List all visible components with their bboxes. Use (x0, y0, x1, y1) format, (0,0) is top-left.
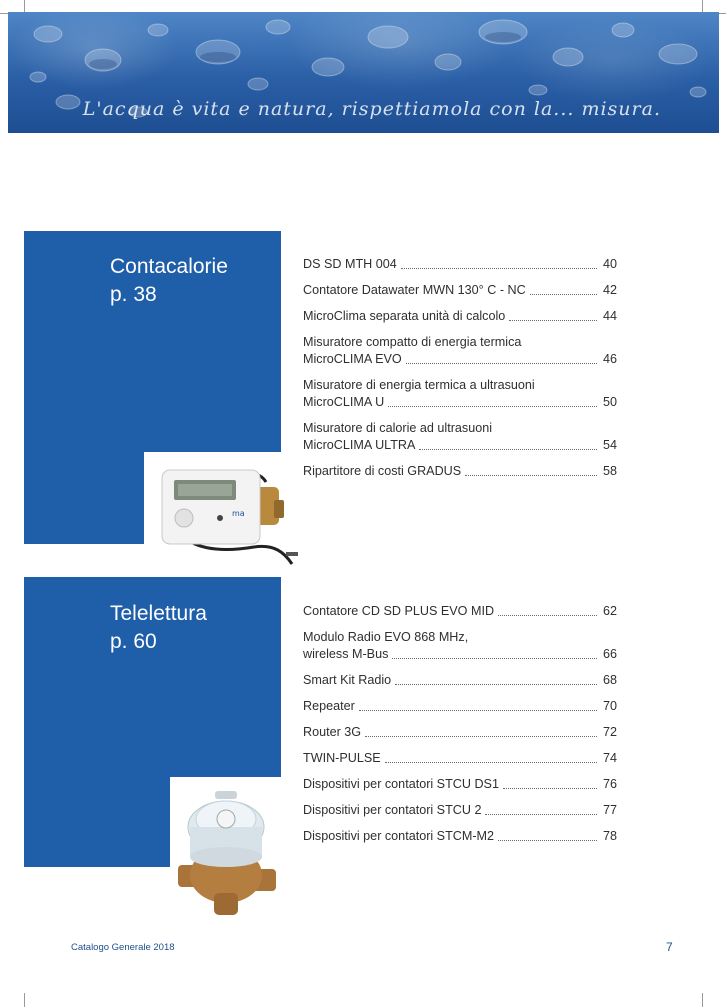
toc-list-contacalorie (303, 256, 617, 480)
page-number: 7 (666, 940, 673, 954)
toc-page: 62 (602, 604, 617, 618)
water-meter-photo (170, 777, 283, 921)
toc-item[interactable]: Misuratore di energia termica a ultrasuoni MicroCLIMA U 50 (303, 378, 617, 409)
toc-item[interactable]: Modulo Radio EVO 868 MHz, wireless M-Bus 66 (303, 630, 617, 661)
toc-item[interactable]: Misuratore di calorie ad ultrasuoni MicroCLIMA ULTRA 54 (303, 421, 617, 452)
toc-page: 66 (602, 647, 617, 661)
section-title: Contacalorie (110, 255, 228, 278)
section-page-ref: p. 38 (110, 283, 157, 306)
toc-page: 50 (602, 395, 617, 409)
toc-item[interactable]: Misuratore compatto di energia termica MicroCLIMA EVO 46 (303, 335, 617, 366)
toc-page: 70 (602, 699, 617, 713)
toc-page: 44 (602, 309, 617, 323)
toc-item[interactable]: Dispositivi per contatori STCU DS1 76 (303, 777, 617, 791)
footer-catalog: Catalogo Generale 2018 (71, 942, 175, 953)
svg-text:ma: ma (232, 509, 245, 518)
toc-page: 72 (602, 725, 617, 739)
toc-page: 58 (602, 464, 617, 478)
toc-page: 42 (602, 283, 617, 297)
toc-item[interactable]: Ripartitore di costi GRADUS 58 (303, 464, 617, 478)
toc-page: 77 (602, 803, 617, 817)
toc-page: 46 (602, 352, 617, 366)
section-title: Telelettura (110, 602, 207, 625)
crop-mark (702, 993, 703, 1007)
toc-page: 76 (602, 777, 617, 791)
toc-item[interactable]: Router 3G 72 (303, 725, 617, 739)
heat-meter-photo (144, 452, 310, 584)
toc-item[interactable]: Smart Kit Radio 68 (303, 673, 617, 687)
toc-page: 68 (602, 673, 617, 687)
toc-item[interactable]: Contatore Datawater MWN 130° C - NC 42 (303, 283, 617, 297)
toc-item[interactable]: DS SD MTH 004 40 (303, 257, 617, 271)
toc-item[interactable]: Repeater 70 (303, 699, 617, 713)
toc-page: 78 (602, 829, 617, 843)
toc-page: 54 (602, 438, 617, 452)
toc-item[interactable]: Contatore CD SD PLUS EVO MID 62 (303, 604, 617, 618)
toc-item[interactable]: Dispositivi per contatori STCU 2 77 (303, 803, 617, 817)
header-banner (8, 12, 719, 133)
toc-list-telelettura (303, 603, 617, 845)
toc-page: 74 (602, 751, 617, 765)
toc-item[interactable]: Dispositivi per contatori STCM-M2 78 (303, 829, 617, 843)
section-page-ref: p. 60 (110, 630, 157, 653)
toc-item[interactable]: TWIN-PULSE 74 (303, 751, 617, 765)
banner-tagline: L'acqua è vita e natura, rispettiamola con la... misura. (82, 98, 661, 120)
crop-mark (24, 993, 25, 1007)
toc-page: 40 (602, 257, 617, 271)
toc-item[interactable]: MicroClima separata unità di calcolo 44 (303, 309, 617, 323)
